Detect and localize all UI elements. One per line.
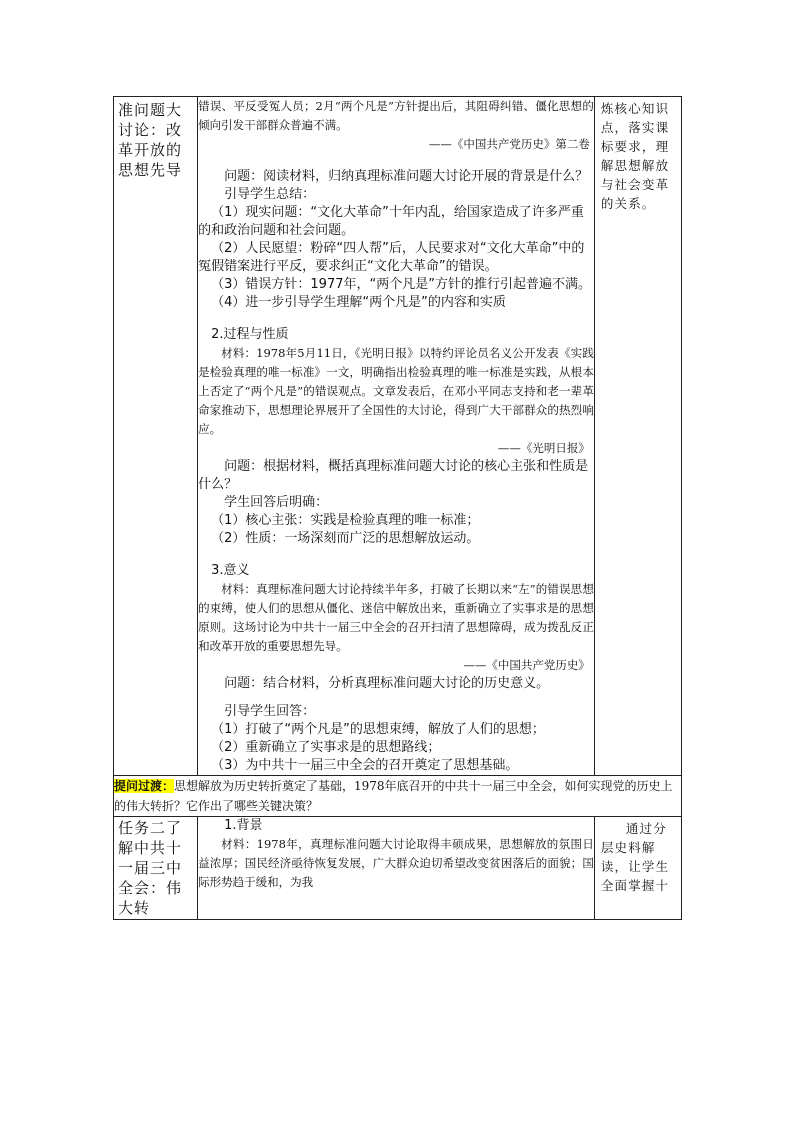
material-source: ——《中国共产党历史》 <box>463 658 590 672</box>
answer-item: （3）为中共十一届三中全会的召开奠定了思想基础。 <box>211 758 519 773</box>
section-heading: 1.背景 <box>224 818 263 833</box>
transition-text: 思想解放为历史转折奠定了基础，1978年底召开的中共十一届三中全会，如何实现党的历史上的伟大转折？它作出了哪些关键决策？ <box>114 779 673 813</box>
guide-text: 学生回答后明确： <box>224 495 329 510</box>
task-title-cell <box>114 817 198 920</box>
answer-item: （1）现实问题：“文化大革命”十年内乱，给国家造成了许多严重的和政治问题和社会问题。 <box>198 205 584 238</box>
question-text: 问题：根据材料，概括真理标准问题大讨论的核心主张和性质是什么？ <box>198 459 589 492</box>
transition-label: 提问过渡： <box>114 779 175 793</box>
lesson-plan-table <box>113 96 682 920</box>
lesson-row-task2 <box>114 817 682 920</box>
material-source: ——《中国共产党历史》第二卷 <box>428 137 590 151</box>
material-text: 材料：1978年，真理标准问题大讨论取得丰硕成果，思想解放的氛围日益浓厚；国民经济亟待恢复发展，广大群众迫切希望改变贫困落后的面貌；国际形势趋于缓和，为我 <box>198 837 594 889</box>
design-intent-note: 通过分层史料解读，让学生全面掌握十 <box>600 821 670 893</box>
guide-text: 引导学生回答： <box>224 704 316 719</box>
task-title-cell <box>114 97 198 776</box>
material-text: 材料：1978年5月11日，《光明日报》以特约评论员名义公开发表《实践是检验真理的唯一标准》一文，明确指出检验真理的唯一标准是实践，从根本上否定了“两个凡是”的错误观点。文章发表后，在邓小平同志支持和老一辈革命家推动下，思想理论界展开了全国性的大讨论，得到广大干部群众的热烈响应。 <box>198 346 594 436</box>
lesson-row-task1 <box>114 97 682 776</box>
design-intent-cell <box>594 817 681 920</box>
teaching-content-cell <box>198 97 595 776</box>
section-heading: 3.意义 <box>211 563 250 578</box>
task-title: 准问题大讨论：改革开放的思想先导 <box>118 101 183 179</box>
question-text: 问题：结合材料，分析真理标准问题大讨论的历史意义。 <box>224 676 550 691</box>
transition-row <box>114 776 682 817</box>
design-intent-note: 炼核心知识点，落实课标要求，理解思想解放与社会变革的关系。 <box>600 101 670 211</box>
task-title: 任务二了解中共十一届三中全会：伟大转 <box>118 819 183 917</box>
answer-item: （3）错误方针：1977年，“两个凡是”方针的推行引起普遍不满。 <box>211 277 591 292</box>
material-text: 错误、平反受冤人员；2月“两个凡是”方针提出后，其阻碍纠错、僵化思想的倾向引发干部群众普遍不满。 <box>198 99 594 132</box>
guide-text: 引导学生总结： <box>224 187 316 202</box>
design-intent-cell <box>594 97 681 776</box>
answer-item: （1）核心主张：实践是检验真理的唯一标准； <box>211 513 480 528</box>
answer-item: （4）进一步引导学生理解“两个凡是”的内容和实质 <box>211 295 506 310</box>
answer-item: （2）人民愿望：粉碎“四人帮”后，人民要求对“文化大革命”中的冤假错案进行平反，要求纠正“文化大革命”的错误。 <box>198 241 585 274</box>
material-text: 材料：真理标准问题大讨论持续半年多，打破了长期以来“左”的错误思想的束缚，使人们的思想从僵化、迷信中解放出来，重新确立了实事求是的思想原则。这场讨论为中共十一届三中全会的召开扫清了思想障碍，成为拨乱反正和改革开放的重要思想先导。 <box>198 582 594 653</box>
question-text: 问题：阅读材料，归纳真理标准问题大讨论开展的背景是什么？ <box>224 169 589 184</box>
teaching-content-cell <box>198 817 595 920</box>
material-source: ——《光明日报》 <box>497 441 590 455</box>
answer-item: （2）重新确立了实事求是的思想路线； <box>211 740 441 755</box>
answer-item: （1）打破了“两个凡是”的思想束缚，解放了人们的思想； <box>211 722 545 737</box>
section-heading: 2.过程与性质 <box>211 327 289 342</box>
answer-item: （2）性质：一场深刻而广泛的思想解放运动。 <box>211 531 480 546</box>
transition-cell <box>114 776 682 817</box>
